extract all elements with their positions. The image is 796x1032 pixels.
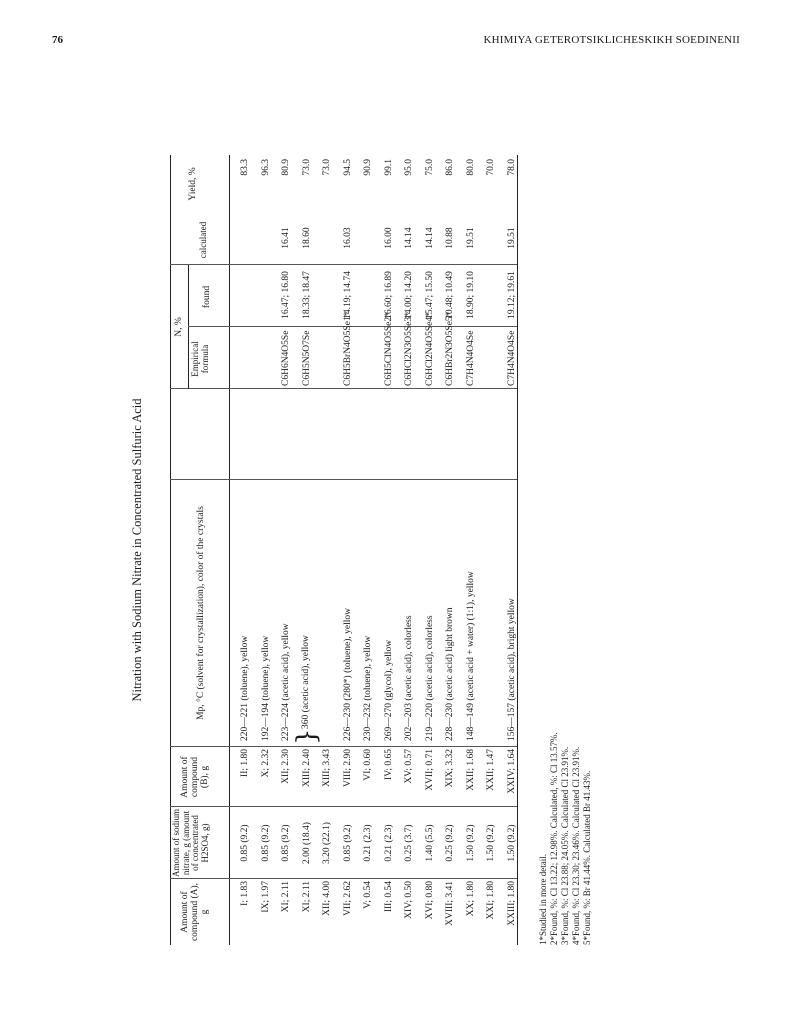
table-cell-a: IX; 1.97 <box>260 881 271 913</box>
table-cell-calc: 19.51 <box>506 227 517 249</box>
table-cell-mp: 269—270 (glycol), yellow <box>383 639 394 741</box>
page-number: 76 <box>52 34 63 46</box>
table-cell-a: V; 0.54 <box>363 881 373 909</box>
table-cell-a: XXI; 1.80 <box>486 881 496 920</box>
table-cell-yield: 94.5 <box>342 159 353 176</box>
table-cell-a: XII; 4.00 <box>322 881 332 916</box>
table-cell-mp: 192—194 (toluene), yellow <box>260 635 271 741</box>
table-cell-found: 14.19; 14.74 <box>342 271 353 319</box>
table-cell-found: 16.60; 16.89 <box>383 271 394 319</box>
table-cell-nitrate: 0.85 (9.2) <box>260 824 271 862</box>
footnote-2: 2*Found, %: Cl 13.22; 12.98%. Calculated, %: Cl 13.57%. <box>549 732 559 945</box>
table-cell-nitrate: 0.85 (9.2) <box>342 824 353 862</box>
table-cell-formula: C7H4N4O4Se <box>506 330 517 386</box>
header-n-percent: N, % <box>174 317 184 337</box>
table-cell-formula: C6HBr2N3O5Se5* <box>445 311 455 386</box>
table-cell-found: 16.47; 16.80 <box>281 271 291 319</box>
rotated-table-block <box>130 155 670 945</box>
table-cell-a: XX; 1.80 <box>465 881 476 917</box>
header-amount-b: Amount of compound (B), g <box>180 756 210 798</box>
table-cell-mp: 226—230 (280*) (toluene), yellow <box>342 608 353 741</box>
table-cell-found: 18.33; 18.47 <box>301 271 312 319</box>
header-amount-a: Amount of compound (A), g <box>180 882 210 942</box>
table-cell-b: XII; 2.30 <box>281 749 291 784</box>
table-cell-yield: 80.9 <box>281 159 291 176</box>
table-cell-nitrate: 1.50 (9.2) <box>486 824 496 862</box>
table-cell-a: XI; 2.11 <box>301 881 312 913</box>
table-cell-nitrate: 2.00 (18.4) <box>301 822 312 864</box>
table-cell-calc: 19.51 <box>465 227 476 249</box>
table-cell-yield: 75.0 <box>424 159 435 176</box>
table-cell-yield: 90.9 <box>363 159 373 176</box>
table-cell-nitrate: 3.20 (22.1) <box>322 822 332 864</box>
table-cell-yield: 78.0 <box>506 159 517 176</box>
column-divider <box>188 326 517 327</box>
table-cell-mp: 223—224 (acetic acid), yellow <box>281 623 291 741</box>
header-found: found <box>202 285 212 309</box>
table-cell-found: 18.90; 19.10 <box>465 271 476 319</box>
footnote-1: 1*Studied in more detail. <box>538 854 548 945</box>
table-cell-yield: 86.0 <box>445 159 455 176</box>
table-cell-mp: 202—203 (acetic acid), colorless <box>404 615 414 741</box>
journal-title: KHIMIYA GETEROTSIKLICHESKIKH SOEDINENII <box>483 34 740 46</box>
column-divider <box>170 264 517 265</box>
table-cell-b: X; 2.32 <box>260 749 271 778</box>
table-cell-found: 19.12; 19.61 <box>506 271 517 319</box>
footnote-5: 5*Found, %: Br 41.44%. Calculated Br 41.43%. <box>582 770 592 945</box>
table-cell-formula: C6H5ClN4O5Se2* <box>383 312 394 386</box>
table-cell-b: IV; 0.65 <box>383 749 394 780</box>
table-cell-b: XIII; 2.40 <box>301 749 312 787</box>
table-cell-found: 10.48; 10.49 <box>445 271 455 319</box>
brace-group: } <box>292 728 322 745</box>
table-cell-b: XIII; 3.43 <box>322 749 332 787</box>
table-cell-b: XVII; 0.71 <box>424 749 435 791</box>
table-cell-yield: 73.0 <box>301 159 312 176</box>
table-cell-b: XXIV; 1.64 <box>506 749 517 794</box>
table-cell-nitrate: 0.25 (3.7) <box>404 824 414 862</box>
table-cell-formula: C6H5BrN4O5Se1* <box>342 311 353 386</box>
table-caption: Nitration with Sodium Nitrate in Concentrated Sulfuric Acid <box>130 398 144 702</box>
table-cell-b: XV; 0.57 <box>404 749 414 784</box>
table-cell-a: XXIII; 1.80 <box>506 881 517 926</box>
table-cell-calc: 16.00 <box>383 227 394 249</box>
table-cell-nitrate: 1.50 (9.2) <box>506 824 517 862</box>
column-divider <box>170 878 517 879</box>
table-cell-yield: 96.3 <box>260 159 271 176</box>
table-cell-formula: C7H4N4O4Se <box>465 330 476 386</box>
table-cell-mp: 219—220 (acetic acid), colorless <box>424 615 435 741</box>
footnote-4: 4*Found, %: Cl 23.30; 23.46%. Calculated Cl 23.91%. <box>571 746 581 945</box>
table-cell-calc: 10.88 <box>445 227 455 249</box>
table-bottom-rule <box>517 155 518 945</box>
table-cell-b: II; 1.80 <box>240 749 250 777</box>
table-cell-yield: 95.0 <box>404 159 414 176</box>
table-cell-calc: 18.60 <box>301 227 312 249</box>
table-cell-formula: C6HCl2N3O5Se3* <box>404 312 414 386</box>
table-header-rule <box>229 155 230 945</box>
table-cell-yield: 80.0 <box>465 159 476 176</box>
table-cell-found: 14.00; 14.20 <box>404 271 414 319</box>
table-cell-calc: 16.41 <box>281 227 291 249</box>
column-divider <box>170 388 517 389</box>
table-cell-yield: 83.3 <box>240 159 250 176</box>
table-cell-a: XVI; 0.80 <box>424 881 435 920</box>
table-cell-mp: 148—149 (acetic acid + water) (1:1), yellow <box>465 571 476 741</box>
table-cell-yield: 73.0 <box>322 159 332 176</box>
header-mp: Mp, °C (solvent for crystallization), color of the crystals <box>196 506 206 720</box>
header-empirical-formula: Empirical formula <box>190 341 210 377</box>
header-yield: Yield, % <box>188 167 198 201</box>
table-cell-nitrate: 0.21 (2.3) <box>383 824 394 862</box>
n-group-rule <box>188 265 189 389</box>
table-cell-mp: 156—157 (acetic acid), bright yellow <box>506 598 517 741</box>
table-cell-nitrate: 0.25 (9.2) <box>445 824 455 862</box>
table-cell-a: I; 1.83 <box>240 881 250 906</box>
table-cell-found: 15.47; 15.50 <box>424 271 435 319</box>
column-divider <box>170 479 517 480</box>
header-calculated: calculated <box>198 221 208 259</box>
grouped-mp-value: 360 (acetic acid), yellow <box>301 635 311 729</box>
table-cell-a: XI; 2.11 <box>281 881 291 913</box>
table-cell-b: XXII; 1.68 <box>465 749 476 791</box>
table-cell-formula: C6H6N4O5Se <box>281 330 291 386</box>
table-cell-nitrate: 0.85 (9.2) <box>281 824 291 862</box>
table-cell-calc: 16.03 <box>342 227 353 249</box>
table-cell-yield: 70.0 <box>486 159 496 176</box>
table-cell-nitrate: 1.50 (9.2) <box>465 824 476 862</box>
table-cell-formula: C6HCl2N4O5Se4* <box>424 312 435 386</box>
table-cell-formula: C6H5N5O7Se <box>301 330 312 386</box>
table-cell-b: XIX; 3.32 <box>445 749 455 788</box>
table-cell-a: III; 0.54 <box>383 881 394 913</box>
footnote-3: 3*Found, %: Cl 23.88; 24.05%. Calculated Cl 23.91%. <box>560 746 570 945</box>
table-cell-a: XVIII; 3.41 <box>445 881 455 926</box>
table-cell-mp: 230—232 (toluene), yellow <box>363 635 373 741</box>
table-cell-calc: 14.14 <box>404 227 414 249</box>
table-cell-b: XXII; 1.47 <box>486 749 496 791</box>
table-cell-calc: 14.14 <box>424 227 435 249</box>
table-cell-b: VIII; 2.90 <box>342 749 353 787</box>
table-cell-a: VII; 2.62 <box>342 881 353 916</box>
footnotes <box>538 732 593 945</box>
table-cell-a: XIV; 0.50 <box>404 881 414 919</box>
table-cell-mp: 228—230 (acetic acid) light brown <box>445 607 455 741</box>
table-cell-nitrate: 0.21 (2.3) <box>363 824 373 862</box>
table-cell-nitrate: 0.85 (9.2) <box>240 824 250 862</box>
table-cell-nitrate: 1.40 (5.5) <box>424 824 435 862</box>
header-sodium-nitrate: Amount of sodium nitrate, g (amount of concentrated H2SO4, g) <box>171 808 210 877</box>
table-cell-mp: 220—221 (toluene), yellow <box>240 635 250 741</box>
table-cell-b: VI; 0.60 <box>363 749 373 781</box>
column-divider <box>170 746 517 747</box>
table-cell-yield: 99.1 <box>383 159 394 176</box>
column-divider <box>170 806 517 807</box>
